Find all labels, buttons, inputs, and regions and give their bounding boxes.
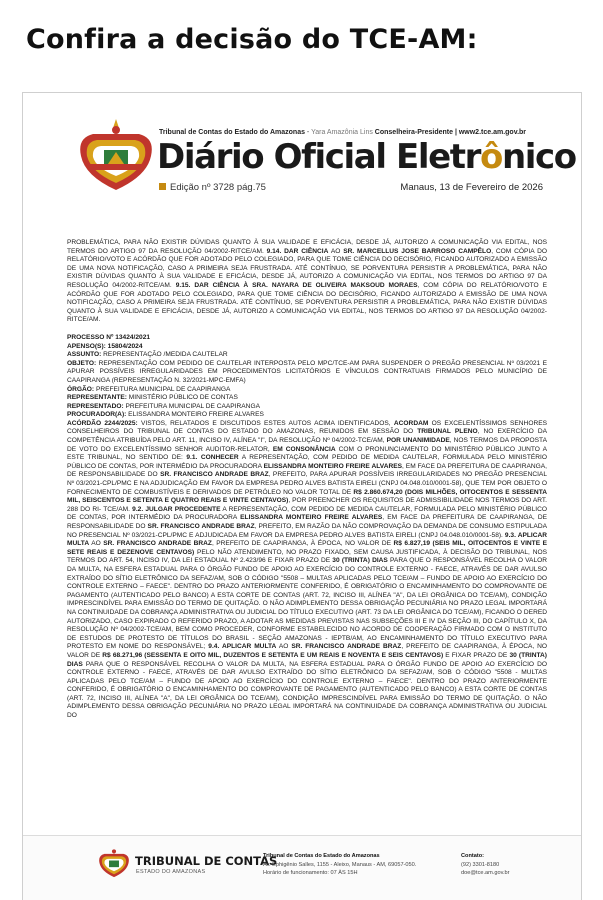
bold-run: SR. MARCELLUS JOSE BARROSO CAMPÊLO	[343, 247, 492, 255]
headline: Confira a decisão do TCE-AM:	[26, 24, 478, 55]
bold-run: 9.14. DAR CIÊNCIA	[266, 247, 329, 255]
bold-run: 9.15. DAR CIÊNCIA À SRA. NAYARA DE OLIVEIRA MAKSOUD MORAES	[175, 281, 418, 289]
bold-run: 9.2. JULGAR PROCEDENTE	[132, 505, 221, 513]
footer-brand: TRIBUNAL DE CONTAS	[135, 854, 278, 868]
text-run: VISTOS, RELATADOS E DISCUTIDOS ESTES AUTOS ACIMA IDENTIFICADOS,	[137, 419, 394, 427]
edition-info	[159, 182, 266, 193]
publication-date: Manaus, 13 de Fevereiro de 2026	[400, 182, 543, 193]
acordao-paragraph	[67, 420, 547, 721]
text-run: , PREFEITO, PARA APURAR POSSÍVEIS IRREGULARIDADES NO PREGÃO PRESENCIAL Nº 03/2021-CPL/PMC E NA ADJUDICAÇÃO EM FAVOR DA EMPRESA PEDRO ALVES BATISTA EIRELI (CNPJ 04.048.010/0001-58), QUE TEM POR OBJETO O FORNECIMENTO DE COMBUSTÍVEIS E DERIVADOS DE PETRÓLEO NO VALOR TOTAL DE	[67, 471, 547, 496]
title-main: Diário Oficial Eletr	[157, 137, 480, 177]
bold-run: R$ 6.827,19 (SEIS MIL, OITOCENTOS E VINTE E SETE REAIS E DEZENOVE CENTAVOS)	[67, 540, 547, 556]
text-run: , NO EXERCÍCIO DA COMPETÊNCIA ATRIBUÍDA PELO ART. 11, INCISO IV, ALÍNEA "I", DA RESOLUÇÃO Nº 04/2002-TCE/AM,	[67, 428, 548, 445]
bold-run: 9.3. APLICAR MULTA	[67, 531, 548, 548]
field-label: REPRESENTADO:	[67, 402, 124, 410]
bold-run: R$ 68.271,96 (SESSENTA E OITO MIL, DUZENTOS E SETENTA E UM REAIS E NOVENTA E SEIS CENTAVOS)	[102, 651, 444, 659]
text-run: COM O PRONUNCIAMENTO DO MINISTÉRIO PÚBLICO JUNTO A ESTE TRIBUNAL, NO SENTIDO DE:	[67, 445, 548, 462]
masthead	[23, 93, 581, 209]
process-orgao	[67, 386, 547, 395]
field-label: REPRESENTANTE:	[67, 394, 127, 402]
field-value: REPRESENTAÇÃO /MEDIDA CAUTELAR	[101, 351, 228, 359]
process-objeto	[67, 360, 547, 386]
field-label: PROCURADOR(A):	[67, 411, 127, 419]
field-value: PREFEITURA MUNICIPAL DE CAAPIRANGA	[94, 385, 231, 393]
text-run: , PREFEITO DE CAAPIRANGA, À ÉPOCA, NO VALOR DE	[211, 540, 394, 548]
text-run: A REPRESENTAÇÃO, COM PEDIDO DE MEDIDA CAUTELAR, FORMULADA PELO MINISTÉRIO PÚBLICO DE CONTAS, POR INTERMÉDIO DA PROCURADORA	[67, 454, 547, 470]
bold-run: 30 (TRINTA) DIAS	[67, 651, 547, 668]
bold-run: ELISSANDRA MONTEIRO FREIRE ALVARES	[240, 514, 383, 522]
square-bullet-icon	[159, 183, 166, 190]
bold-run: SR. FRANCISCO ANDRADE BRAZ	[147, 523, 255, 530]
gazette-page	[22, 92, 582, 900]
footer-phone: (92) 3301-8180	[461, 861, 500, 868]
process-procurador	[67, 411, 547, 420]
field-value: REPRESENTAÇÃO COM PEDIDO DE CAUTELAR INTERPOSTA PELO MPC/TCE-AM PARA SUSPENDER O PREGÃO PRESENCIAL Nº 03/2021 E APURAR POSSÍVEIS IRREGULARIDADES EM PROCEDIMENTOS LICITATÓRIOS E VÍNCULOS CONTRATUAIS FIRMADOS PELO MUNICÍPIO DE CAAPIRANGA (REPRESENTAÇÃO N. 32/2021-MPC-EMFA)	[67, 359, 547, 384]
bold-run: R$ 2.860.674,20 (DOIS MILHÕES, OITOCENTOS E SESSENTA MIL, SEISCENTOS E SETENTA E QUATRO REAIS E VINTE CENTAVOS)	[67, 488, 547, 505]
footer-org: Tribunal de Contas do Estado do Amazonas	[263, 853, 380, 859]
bold-run: TRIBUNAL PLENO	[417, 428, 478, 436]
text-run: AO	[89, 540, 104, 548]
separator: -	[304, 129, 312, 136]
president-role: Conselheira-Presidente	[374, 129, 453, 136]
site: | www2.tce.am.gov.br	[453, 129, 527, 136]
field-label: ASSUNTO:	[67, 351, 102, 359]
bold-run: 9.4. APLICAR MULTA	[208, 643, 277, 651]
footer-contact-label: Contato:	[461, 853, 484, 859]
text-run: OS EXCELENTÍSSIMOS SENHORES CONSELHEIROS DO TRIBUNAL DE CONTAS DO ESTADO DO AMAZONAS, REUNIDOS EM SESSÃO DO	[67, 419, 548, 436]
text-run: E FIXAR PRAZO DE	[443, 651, 510, 659]
bold-run: EM CONSONÂNCIA	[272, 445, 336, 453]
text-run: , EM FACE DA PREFEITURA DE CAAPIRANGA, DE RESPONSABILIDADE DO	[67, 462, 548, 479]
text-run: PARA QUE O RESPONSÁVEL RECOLHA O VALOR DA MULTA, NA ESFERA ESTADUAL PARA O ÓRGÃO FUNDO DE APOIO AO EXERCÍCIO DO CONTROLE EXTERNO - FAECE, ATRAVÉS DE DAR AVULSO EXTRAÍDO DO SÍTIO ELETRÔNICO DA SEFAZ/AM, SOB O CÓDIGO "5508 - MULTAS APLICADAS PELO TCE/AM – FUNDO DE APOIO AO EXERCÍCIO DO CONTROLE EXTERNO – FAECE". DENTRO DO PRAZO ANTERIORMENTE CONFERIDO, É OBRIGATÓRIO O ENCAMINHAMENTO DO COMPROVANTE DE PAGAMENTO (AUTENTICADO PELO BANCO) A ESTA CORTE DE CONTAS (ART. 72, INCISO III, ALÍNEA "A", DA LEI ORGÂNICA DO TCE/AM), CONDIÇÃO IMPRESCINDÍVEL PARA EMISSÃO DO TERMO DE QUITAÇÃO. O NÃO ADIMPLEMENTO DESSA OBRIGAÇÃO PECUNIÁRIA NO PRAZO LEGAL IMPORTARÁ NA CONTINUIDADE DA COBRANÇA ADMINISTRATIVA OU JUDICIAL DO	[67, 660, 547, 720]
text-run: , PREFEITO DE CAAPIRANGA, À ÉPOCA, NO VALOR DE	[67, 643, 547, 659]
text-run: , PREFEITO, EM RAZÃO DA NÃO COMPROVAÇÃO DA DEMANDA DE CONSUMO ESTIPULADA NO PRESENCIAL Nº 03/2021-CPL/PMC E ADJUDICADA EM FAVOR DA EMPRESA PEDRO ALVES BATISTA EIRELI (CNPJ 04.048.010/0001-58).	[67, 523, 547, 539]
text-run: PROBLEMÁTICA, PARA NÃO EXISTIR DÚVIDAS QUANTO À SUA VALIDADE E EFICÁCIA, DESDE JÁ, AUTORIZO A COMUNICAÇÃO VIA EDITAL, NOS TERMOS DO ARTIGO 97 DA RESOLUÇÃO 04/2002-RITCE/AM.	[67, 239, 547, 255]
text-run: PELO NÃO ATENDIMENTO, NO PRAZO FIXADO, SEM CAUSA JUSTIFICADA, À DECISÃO DO TRIBUNAL, NOS TERMOS DO ART. 54, INCISO IV, DA LEI ESTADUAL Nº 2.423/96 E FIXAR PRAZO DE	[67, 548, 547, 565]
tce-crest-small-icon	[97, 846, 131, 880]
text-run: , EM FACE DA PREFEITURA DE CAAPIRANGA, DE RESPONSABILIDADE DO	[67, 514, 547, 530]
footer-address-block	[263, 852, 416, 878]
edition-text: Edição nº 3728 pág.75	[170, 182, 266, 193]
field-value: MINISTÉRIO PÚBLICO DE CONTAS	[126, 394, 238, 402]
field-value: PREFEITURA MUNICIPAL DE CAAPIRANGA	[123, 402, 260, 410]
field-label: OBJETO:	[67, 359, 97, 367]
page-footer	[23, 835, 581, 900]
title-accent: ô	[480, 137, 502, 177]
field-value: ELISSANDRA MONTEIRO FREIRE ALVARES	[126, 411, 264, 419]
masthead-top-line	[159, 129, 526, 136]
footer-hours: Horário de funcionamento: 07 ÀS 15H	[263, 870, 358, 877]
text-run: , NOS TERMOS DA PROPOSTA DE VOTO DO EXCELENTÍSSIMO SENHOR AUDITOR-RELATOR,	[67, 437, 547, 453]
text-run: AO	[276, 643, 292, 651]
process-apensos: APENSO(S): 15804/2024	[67, 342, 143, 350]
bold-run: 9.1. CONHECER	[186, 454, 239, 462]
gazette-title	[157, 137, 576, 177]
text-run: PARA QUE O RESPONSÁVEL RECOLHA O VALOR DA MULTA, NA ESFERA ESTADUAL PARA O ÓRGÃO FUNDO DE APOIO AO EXERCÍCIO DO CONTROLE EXTERNO - FAECE, ATRAVÉS DE DAR AVULSO EXTRAÍDO DO SÍTIO ELETRÔNICO DA SEFAZ/AM, SOB O CÓDIGO "5508 – MULTAS APLICADAS PELO TCE/AM – FUNDO DE APOIO AO EXERCÍCIO DO CONTROLE EXTERNO – FAECE". DENTRO DO PRAZO ANTERIORMENTE CONFERIDO, É OBRIGATÓRIO O ENCAMINHAMENTO DO COMPROVANTE DE PAGAMENTO (AUTENTICADO PELO BANCO) A ESTA CORTE DE CONTAS (ART. 72, INCISO III, ALÍNEA "A", DA LEI ORGÂNICA DO TCE/AM), CONDIÇÃO IMPRESCINDÍVEL PARA EMISSÃO DO TERMO DE QUITAÇÃO. O NÃO ADIMPLEMENTO DESSA OBRIGAÇÃO PECUNIÁRIA NO PRAZO LEGAL IMPORTARÁ NA CONTINUIDADE DA COBRANÇA ADMINISTRATIVA OU JUDICIAL DO TÍTULO EXECUTIVO (ART. 73 DA LEI ORGÂNICA DO TCE/AM), FICANDO O DERED AUTORIZADO, CASO EXPIRADO O REFERIDO PRAZO, A ADOTAR AS MEDIDAS PREVISTAS NAS SUBSEÇÕES III E IV DA SEÇÃO III, DO CAPÍTULO X, DA RESOLUÇÃO Nº 04/2002-TCE/AM, BEM COMO PROCEDER, CONFORME ESTABELECIDO NO ACORDO DE COOPERAÇÃO FIRMADO COM O INSTITUTO DE ESTUDOS DE PROTESTO DE TÍTULOS DO BRASIL - SEÇÃO AMAZONAS - IEPTB/AM, AO ENCAMINHAMENTO DO TÍTULO EXECUTIVO PARA PROTESTO EM NOME DO RESPONSÁVEL;	[67, 557, 547, 651]
process-representado	[67, 403, 547, 412]
process-assunto	[67, 351, 547, 360]
bold-run: ELISSANDRA MONTEIRO FREIRE ALVARES	[263, 462, 403, 470]
president-name: Yara Amazônia Lins	[311, 129, 373, 136]
process-number: PROCESSO Nº 13424/2021	[67, 333, 151, 341]
bold-run: POR UNANIMIDADE	[386, 437, 450, 445]
field-label: ÓRGÃO:	[67, 385, 95, 393]
tce-crest-icon	[75, 116, 157, 196]
bold-run: SR. FRANCISCO ANDRADE BRAZ	[160, 471, 269, 479]
text-run: A REPRESENTAÇÃO, COM PEDIDO DE MEDIDA CAUTELAR, FORMULADA PELO MINISTÉRIO PÚBLICO DE CONTAS, POR INTERMÉDIO DA PROCURADORA	[67, 505, 547, 522]
bold-run: SR. FRANCISCO ANDRADE BRAZ	[291, 643, 402, 651]
text-run: , POR PREENCHER OS REQUISITOS DE ADMISSIBILIDADE NOS TERMOS DO ART. 288 DO RI- TCE/AM.	[67, 497, 547, 513]
bold-run: ACORDAM	[393, 419, 429, 427]
text-run: , COM CÓPIA DO RELATÓRIO/VOTO E ACÓRDÃO QUE FOR ADOTADO PELO COLEGIADO, PARA QUE TOME CIÊNCIA DO DECISÓRIO, FICANDO AUTORIZADO A EMISSÃO DE UMA NOVA NOTIFICAÇÃO, CASO A PRIMEIRA SEJA FRUSTRADA. ATÉ CONTÍNUO, SE PORVENTURA PERSISTIR A PROBLEMÁTICA, PARA NÃO EXISTIR DÚVIDAS QUANTO À SUA VALIDADE E EFICÁCIA, DESDE JÁ, AUTORIZO A COMUNICAÇÃO VIA EDITAL, NOS TERMOS DO ARTIGO 97 DA RESOLUÇÃO 04/2002-RITCE/AM.	[67, 281, 547, 324]
title-end: nico	[501, 137, 576, 177]
process-header	[67, 334, 547, 420]
footer-address: Av. Ephigênio Salles, 1155 - Aleixo, Manaus - AM, 69057-050.	[263, 861, 417, 868]
gazette-body	[67, 239, 547, 721]
text-run: , COM CÓPIA DO RELATÓRIO/VOTO E ACÓRDÃO QUE FOR ADOTADO PELO COLEGIADO, PARA QUE TOME CIÊNCIA DO DECISÓRIO, FICANDO AUTORIZADO A EMISSÃO DE UMA NOVA NOTIFICAÇÃO, CASO A PRIMEIRA SEJA FRUSTRADA. ATÉ CONTÍNUO, SE PORVENTURA PERSISTIR A PROBLEMÁTICA, PARA NÃO EXISTIR DÚVIDAS QUANTO À SUA VALIDADE E EFICÁCIA, DESDE JÁ, AUTORIZO A COMUNICAÇÃO VIA EDITAL, NOS TERMOS DO ARTIGO 97 DA RESOLUÇÃO 04/2002-RITCE/AM.	[67, 247, 547, 289]
org-name: Tribunal de Contas do Estado do Amazonas	[159, 129, 305, 136]
intro-paragraph	[67, 239, 547, 325]
text-run: AO	[328, 247, 344, 255]
footer-email: doe@tce.am.gov.br	[461, 870, 510, 877]
footer-contact-block	[461, 852, 509, 878]
bold-run: 30 (TRINTA) DIAS	[332, 557, 388, 565]
process-representante	[67, 394, 547, 403]
bold-run: SR. FRANCISCO ANDRADE BRAZ	[103, 540, 212, 548]
bold-run: ACÓRDÃO 2244/2025:	[67, 419, 138, 427]
footer-brand-sub: ESTADO DO AMAZONAS	[136, 869, 206, 875]
